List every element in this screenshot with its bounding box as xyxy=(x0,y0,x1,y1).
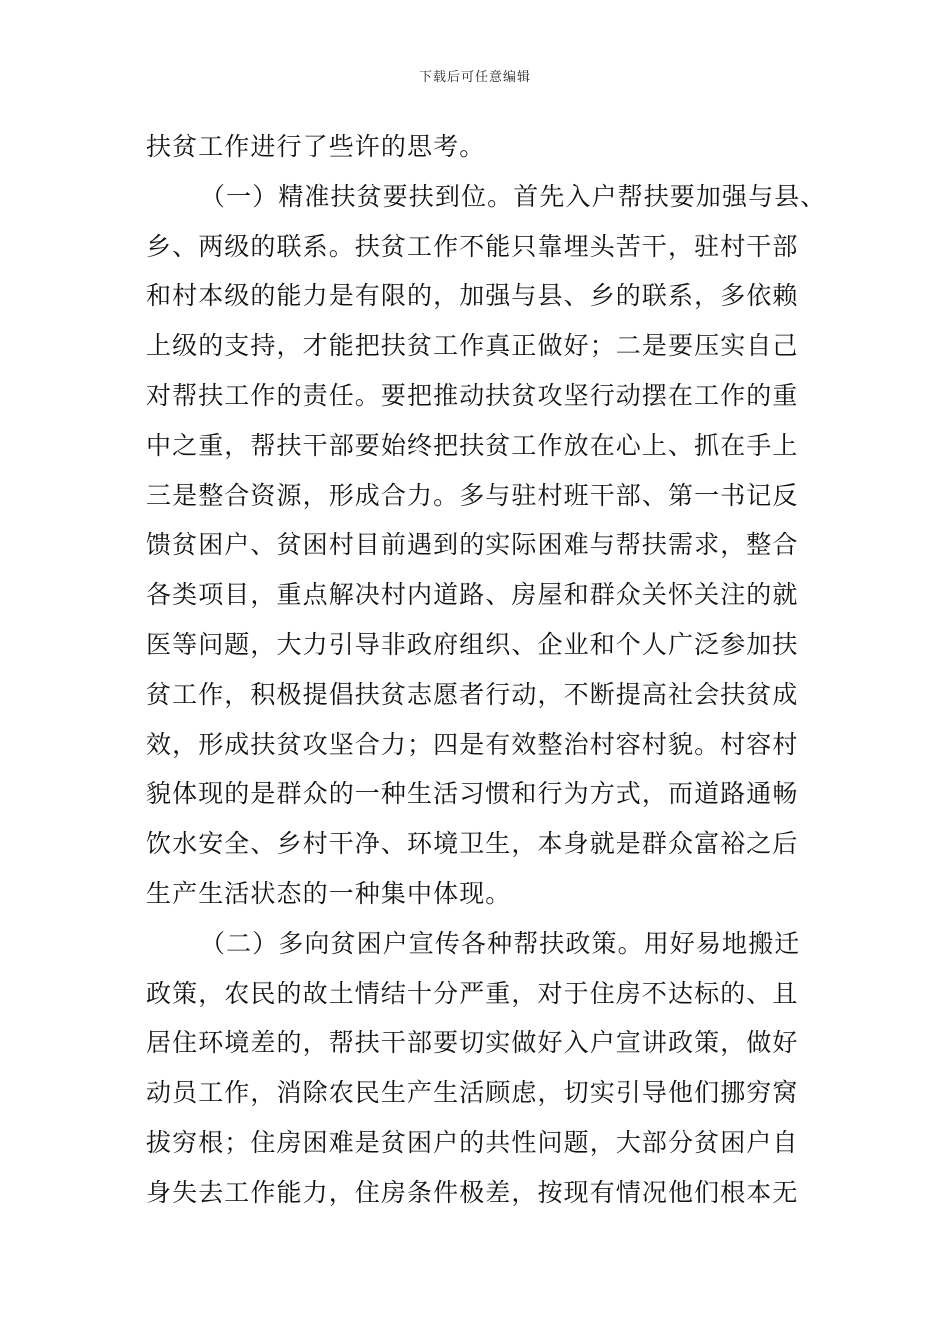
text-line: 饮水安全、乡村干净、环境卫生，本身就是群众富裕之后 xyxy=(146,829,799,859)
text-line: 馈贫困户、贫困村目前遇到的实际困难与帮扶需求，整合 xyxy=(146,530,799,560)
text-line: 动员工作，消除农民生产生活顾虑，切实引导他们挪穷窝 xyxy=(146,1078,799,1108)
text-line: 政策，农民的故土情结十分严重，对于住房不达标的、且 xyxy=(146,978,799,1008)
text-line-section-1-start: （一）精准扶贫要扶到位。首先入户帮扶要加强与县、 xyxy=(200,181,827,211)
text-line: 身失去工作能力，住房条件极差，按现有情况他们根本无 xyxy=(146,1177,799,1207)
text-line: 乡、两级的联系。扶贫工作不能只靠埋头苦干，驻村干部 xyxy=(146,231,799,261)
text-line: 上级的支持，才能把扶贫工作真正做好；二是要压实自己 xyxy=(146,331,799,361)
text-line: 效，形成扶贫攻坚合力；四是有效整治村容村貌。村容村 xyxy=(146,729,799,759)
text-line: 貌体现的是群众的一种生活习惯和行为方式，而道路通畅 xyxy=(146,779,799,809)
text-line: 贫工作，积极提倡扶贫志愿者行动，不断提高社会扶贫成 xyxy=(146,679,799,709)
text-line: 对帮扶工作的责任。要把推动扶贫攻坚行动摆在工作的重 xyxy=(146,380,799,410)
text-line: 各类项目，重点解决村内道路、房屋和群众关怀关注的就 xyxy=(146,580,799,610)
text-line: 医等问题，大力引导非政府组织、企业和个人广泛参加扶 xyxy=(146,629,799,659)
document-body xyxy=(146,122,826,1218)
text-line: 三是整合资源，形成合力。多与驻村班干部、第一书记反 xyxy=(146,480,799,510)
text-line: 生产生活状态的一种集中体现。 xyxy=(146,878,512,908)
text-line-section-2-start: （二）多向贫困户宣传各种帮扶政策。用好易地搬迁 xyxy=(200,928,801,958)
text-line: 和村本级的能力是有限的，加强与县、乡的联系，多依赖 xyxy=(146,281,799,311)
text-line: 扶贫工作进行了些许的思考。 xyxy=(146,132,486,161)
text-line: 中之重，帮扶干部要始终把扶贫工作放在心上、抓在手上 xyxy=(146,430,799,460)
text-line: 居住环境差的，帮扶干部要切实做好入户宣讲政策，做好 xyxy=(146,1028,799,1058)
page-header: 下载后可任意编辑 xyxy=(418,70,531,85)
text-line: 拔穷根；住房困难是贫困户的共性问题，大部分贫困户自 xyxy=(146,1127,799,1157)
